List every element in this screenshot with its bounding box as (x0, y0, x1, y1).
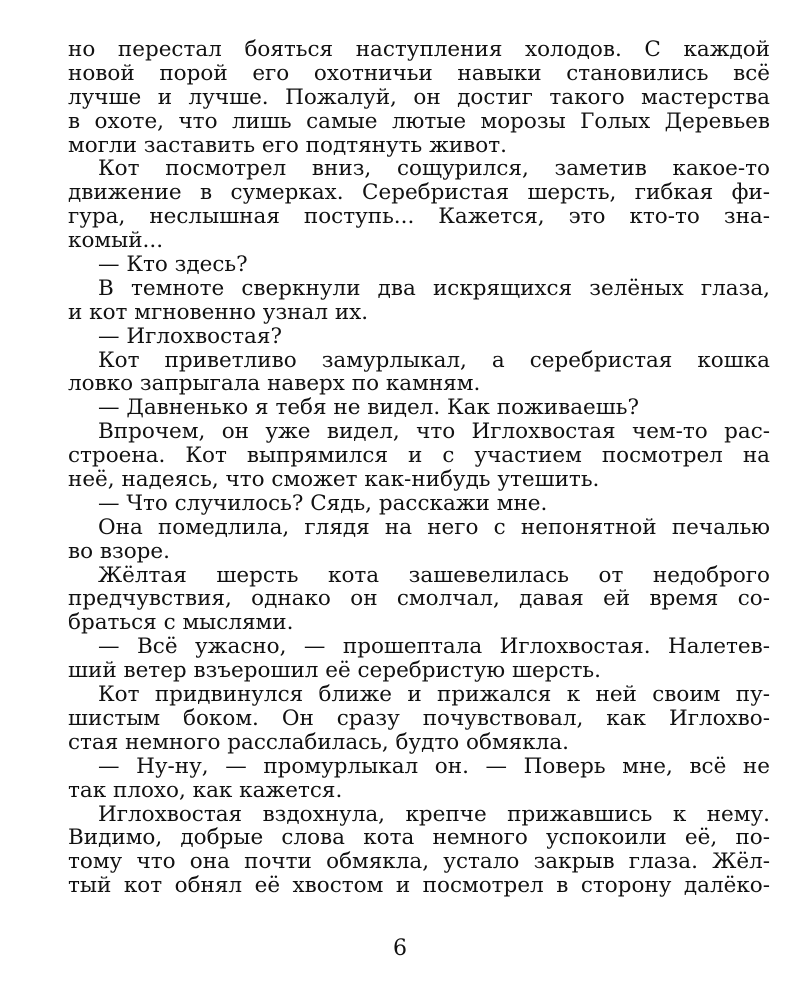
text-line: тый кот обнял её хвостом и посмотрел в сторону далёко- (68, 873, 770, 899)
text-line: стая немного расслабилась, будто обмякла. (68, 729, 569, 755)
text-line: В темноте сверкнули два искрящихся зелёных глаза, (98, 275, 770, 301)
text-line: — Всё ужасно, — прошептала Иглохвостая. Налетев- (98, 634, 770, 660)
text-line: предчувствия, однако он смолчал, давая ей время со- (68, 586, 770, 612)
text-line: лучше и лучше. Пожалуй, он достиг такого мастерства (68, 84, 770, 110)
text-line: Она помедлила, глядя на него с непонятной печалью (98, 514, 770, 540)
text-line: Жёлтая шерсть кота зашевелилась от недоброго (98, 562, 770, 588)
text-line: новой порой его охотничьи навыки становились всё (68, 60, 770, 86)
text-line: и кот мгновенно узнал их. (68, 299, 369, 325)
text-line: ший ветер взъерошил её серебристую шерсть. (68, 658, 601, 684)
text-line: Впрочем, он уже видел, что Иглохвостая чем-то рас- (98, 419, 770, 445)
text-line: — Что случилось? Сядь, расскажи мне. (98, 490, 548, 516)
text-line: — Кто здесь? (98, 252, 248, 278)
text-line: Кот придвинулся ближе и прижался к ней своим пу- (98, 682, 770, 708)
text-line: Иглохвостая вздохнула, крепче прижавшись к нему. (98, 801, 770, 827)
text-line: — Иглохвостая? (98, 323, 282, 349)
text-line: могли заставить его подтянуть живот. (68, 132, 507, 158)
text-line: ловко запрыгала наверх по камням. (68, 371, 481, 397)
text-line: тому что она почти обмякла, устало закрыв глаза. Жёл- (68, 849, 770, 875)
text-line: комый... (68, 228, 164, 254)
text-line: так плохо, как кажется. (68, 777, 343, 803)
text-line: неё, надеясь, что сможет как-нибудь утешить. (68, 467, 600, 493)
text-line: Кот приветливо замурлыкал, а серебристая кошка (98, 347, 770, 373)
text-line: — Давненько я тебя не видел. Как поживаешь? (98, 395, 639, 421)
text-line: движение в сумерках. Серебристая шерсть, гибкая фи- (68, 180, 770, 206)
text-line: браться с мыслями. (68, 610, 294, 636)
page-number: 6 (393, 936, 407, 961)
body-text (68, 38, 770, 898)
text-line: гура, неслышная поступь... Кажется, это кто-то зна- (68, 204, 770, 230)
text-line: шистым боком. Он сразу почувствовал, как Иглохво- (68, 705, 770, 731)
text-line: в охоте, что лишь самые лютые морозы Голых Деревьев (68, 108, 770, 134)
text-line: — Ну-ну, — промурлыкал он. — Поверь мне, всё не (98, 753, 770, 779)
text-line: строена. Кот выпрямился и с участием посмотрел на (68, 443, 770, 469)
text-line: во взоре. (68, 538, 170, 564)
text-line: Кот посмотрел вниз, сощурился, заметив какое-то (98, 156, 770, 182)
text-line: Видимо, добрые слова кота немного успокоили её, по- (68, 825, 770, 851)
text-line: но перестал бояться наступления холодов. С каждой (68, 37, 770, 62)
